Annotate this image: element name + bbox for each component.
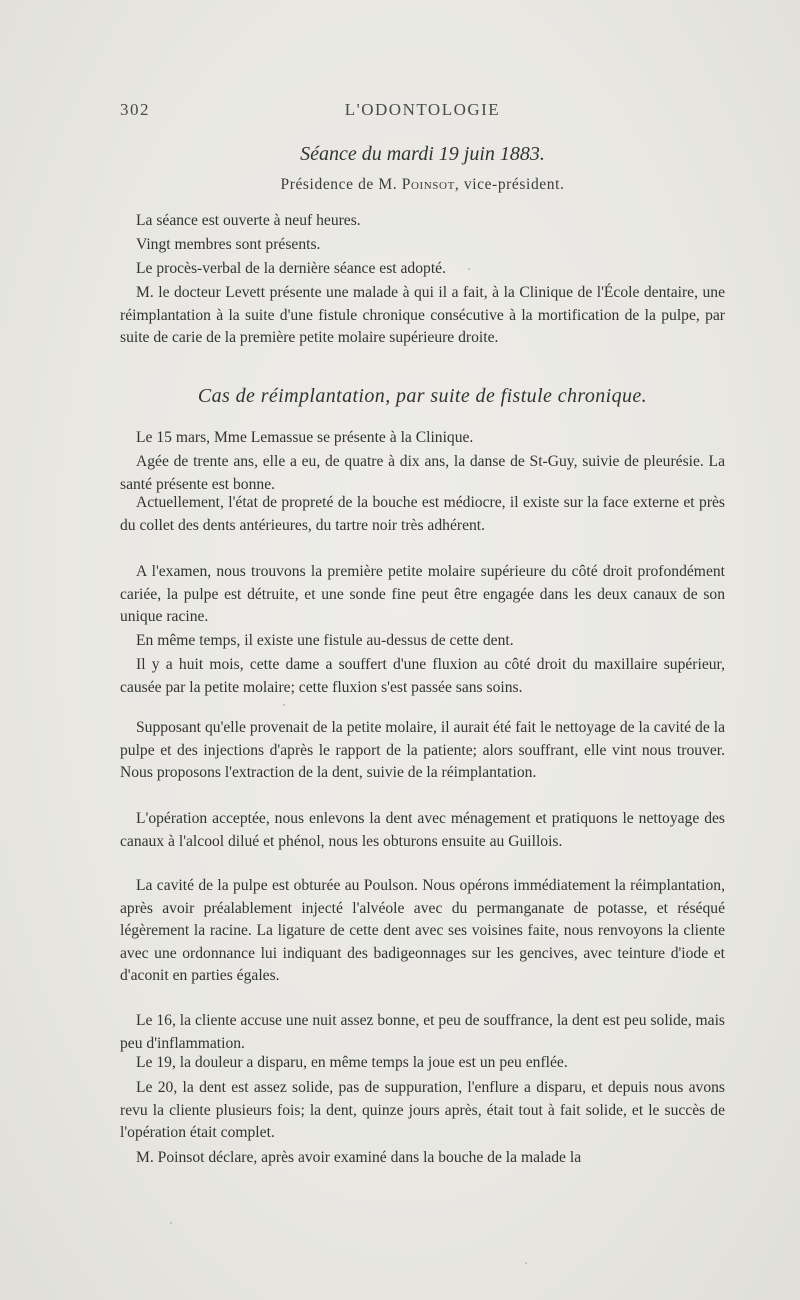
case-paragraph-1: Le 15 mars, Mme Lemassue se présente à la Clinique. xyxy=(136,429,474,446)
presidence-suffix: , vice-président. xyxy=(454,176,565,193)
case-paragraph-5: En même temps, il existe une fistule au-dessus de cette dent. xyxy=(136,632,514,649)
intro-paragraph-4: M. le docteur Levett présente une malade à qui il a fait, à la Clinique de l'École dentaire, une réimplantation à la suite d'une fistule chronique consécutive à la mortification de la pulpe, par suite de carie de la première petite molaire supérieure droite. xyxy=(120,284,725,346)
intro-paragraph-1: La séance est ouverte à neuf heures. xyxy=(136,212,361,229)
case-paragraph-3: Actuellement, l'état de propreté de la bouche est médiocre, il existe sur la face externe et près du collet des dents antérieures, du tartre noir très adhérent. xyxy=(120,494,725,534)
case-paragraph-7: Supposant qu'elle provenait de la petite molaire, il aurait été fait le nettoyage de la cavité de la pulpe et des injections d'après le rapport de la patiente; alors souffrant, elle vint nous trouver. Nous proposons l'extraction de la dent, suivie de la réimplantation. xyxy=(120,719,725,781)
paper-speck xyxy=(468,268,470,270)
page-header xyxy=(120,100,725,126)
session-title: Séance du mardi 19 juin 1883. xyxy=(300,143,545,165)
page-number: 302 xyxy=(120,100,150,119)
case-paragraph-9: La cavité de la pulpe est obturée au Poulson. Nous opérons immédiatement la réimplantation, après avoir préalablement injecté l'alvéole avec du permanganate de potasse, et réséqué légèrement la racine. La ligature de cette dent avec ses voisines faite, nous renvoyons la cliente avec une ordonnance lui indiquant des badigeonnages sur les gencives, avec teinture d'iode et d'aconit en parties égales. xyxy=(120,877,725,984)
case-paragraph-10: Le 16, la cliente accuse une nuit assez bonne, et peu de souffrance, la dent est peu solide, mais peu d'inflammation. xyxy=(120,1012,725,1052)
case-paragraph-4: A l'examen, nous trouvons la première petite molaire supérieure du côté droit profondément cariée, la pulpe est détruite, et une sonde fine peut être engagée dans les deux canaux de son unique racine. xyxy=(120,563,725,625)
case-paragraph-11: Le 19, la douleur a disparu, en même temps la joue est un peu enflée. xyxy=(136,1054,568,1071)
paper-speck xyxy=(283,704,285,706)
case-paragraph-8: L'opération acceptée, nous enlevons la dent avec ménagement et pratiquons le nettoyage des canaux à l'alcool dilué et phénol, nous les obturons ensuite au Guillois. xyxy=(120,810,725,850)
presidence-prefix: Présidence de M. xyxy=(280,176,398,193)
presidence-line xyxy=(120,176,725,194)
intro-paragraph-3: Le procès-verbal de la dernière séance est adopté. xyxy=(136,260,446,277)
running-title: L'ODONTOLOGIE xyxy=(344,100,501,119)
case-paragraph-13: M. Poinsot déclare, après avoir examiné dans la bouche de la malade la xyxy=(136,1149,582,1166)
case-paragraph-12: Le 20, la dent est assez solide, pas de suppuration, l'enflure a disparu, et depuis nous avons revu la cliente plusieurs fois; la dent, quinze jours après, était tout à fait solide, et le succès de l'opération était complet. xyxy=(120,1079,725,1141)
presidence-name: Poinsot xyxy=(401,176,455,193)
intro-paragraph-2: Vingt membres sont présents. xyxy=(136,236,321,253)
case-paragraph-2: Agée de trente ans, elle a eu, de quatre à dix ans, la danse de St-Guy, suivie de pleurésie. La santé présente est bonne. xyxy=(120,453,725,493)
paper-speck xyxy=(170,1222,172,1224)
case-paragraph-6: Il y a huit mois, cette dame a souffert d'une fluxion au côté droit du maxillaire supérieur, causée par la petite molaire; cette fluxion s'est passée sans soins. xyxy=(120,656,725,696)
case-title: Cas de réimplantation, par suite de fistule chronique. xyxy=(197,385,648,407)
paper-speck xyxy=(525,1262,527,1264)
